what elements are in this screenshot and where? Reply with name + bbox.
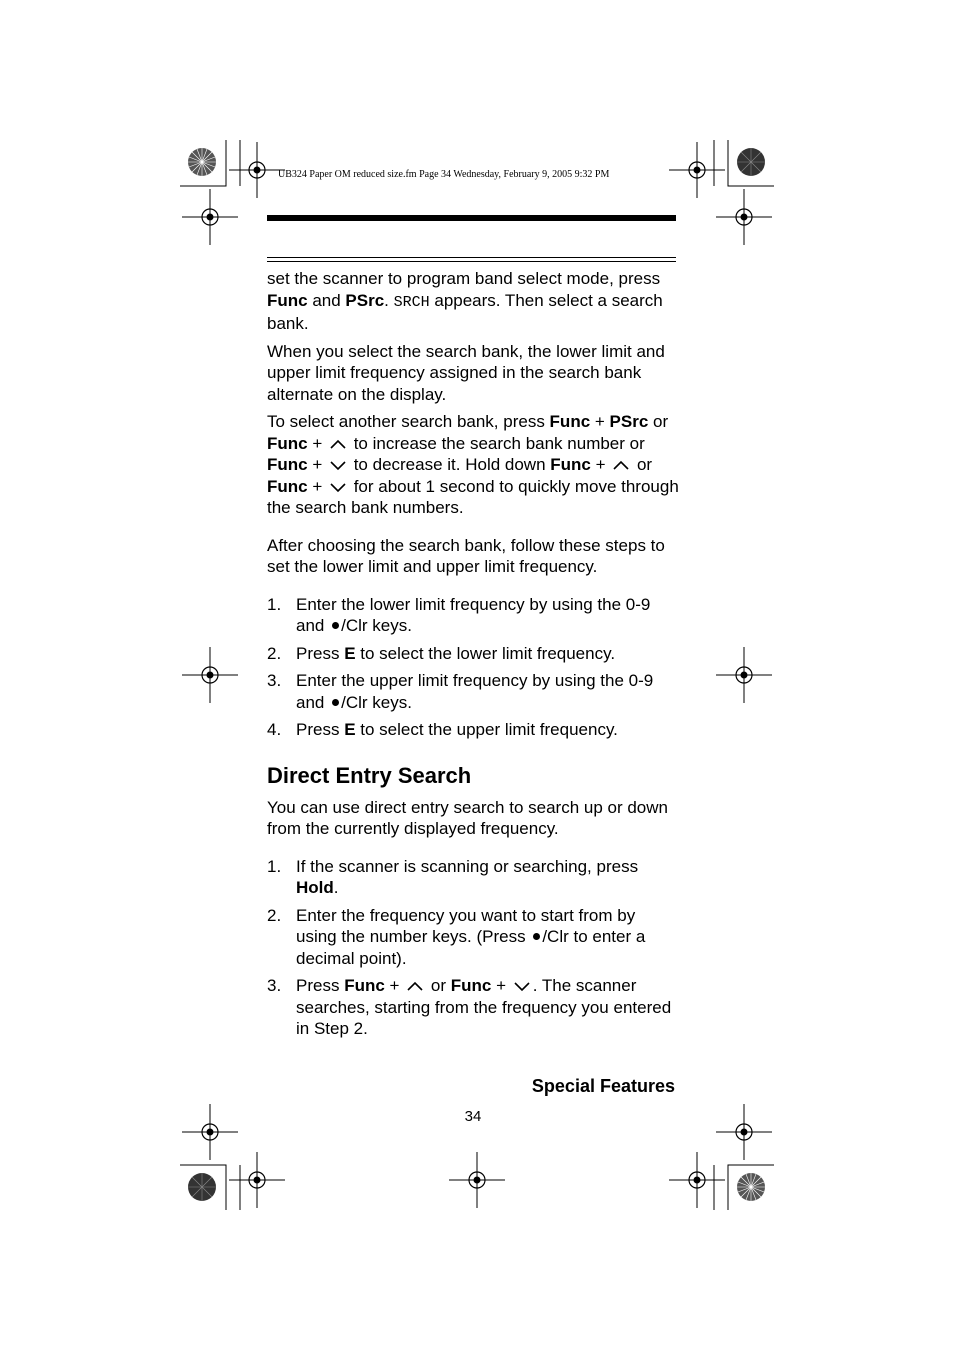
footer-section-title: Special Features bbox=[531, 1076, 675, 1096]
chevron-up-icon bbox=[329, 438, 347, 450]
decimal-dot-icon bbox=[332, 622, 339, 629]
header-rule-thin bbox=[267, 261, 676, 262]
chevron-up-icon bbox=[612, 459, 630, 471]
decimal-dot-icon bbox=[332, 699, 339, 706]
list-item: 1. If the scanner is scanning or searching, press Hold. bbox=[267, 856, 639, 897]
chevron-down-icon bbox=[329, 459, 347, 471]
key-psrc: PSrc bbox=[345, 290, 385, 310]
key-func: Func bbox=[267, 290, 308, 310]
list-item: 2. Press E to select the lower limit frequency. bbox=[267, 643, 616, 663]
section-heading: Direct Entry Search bbox=[267, 762, 472, 788]
display-text: SRCH bbox=[393, 293, 430, 311]
paragraph-direct-entry: You can use direct entry search to search up or down from the currently displayed frequency. bbox=[267, 797, 668, 838]
paragraph-select-bank: To select another search bank, press Func + PSrc or Func + to increase the search bank number or Func + to decrease it. Hold down Func + or Func + for about 1 second to quickly move through the search bank numbers. bbox=[267, 412, 679, 517]
header-rule-thick bbox=[267, 215, 676, 221]
document-slug: UB324 Paper OM reduced size.fm Page 34 Wednesday, February 9, 2005 9:32 PM bbox=[278, 169, 610, 180]
steps-list-limits bbox=[267, 594, 679, 741]
chevron-down-icon bbox=[513, 980, 531, 992]
steps-list-direct-entry bbox=[267, 856, 679, 1040]
list-item: 4. Press E to select the upper limit frequency. bbox=[267, 720, 618, 739]
list-item: 3. Enter the upper limit frequency by using the 0-9 and /Clr keys. bbox=[267, 671, 654, 712]
paragraph-band-select: set the scanner to program band select mode, press Func and PSrc. SRCH appears. Then select a search bank. bbox=[267, 269, 663, 333]
chevron-up-icon bbox=[406, 980, 424, 992]
list-item: 2. Enter the frequency you want to start from by using the number keys. (Press /Clr to enter a decimal point). bbox=[267, 905, 646, 968]
paragraph-search-bank: When you select the search bank, the lower limit and upper limit frequency assigned in the search bank alternate on the display. bbox=[267, 341, 665, 404]
paragraph-after-choosing: After choosing the search bank, follow these steps to set the lower limit and upper limit frequency. bbox=[267, 535, 665, 576]
decimal-dot-icon bbox=[533, 933, 540, 940]
page-content bbox=[267, 268, 679, 1046]
list-item: 3. Press Func + or Func + . The scanner searches, starting from the frequency you entered in Step 2. bbox=[267, 976, 672, 1038]
chevron-down-icon bbox=[329, 481, 347, 493]
header-rule-thin bbox=[267, 257, 676, 258]
list-item: 1. Enter the lower limit frequency by using the 0-9 and /Clr keys. bbox=[267, 594, 651, 635]
page-number: 34 bbox=[464, 1108, 482, 1125]
